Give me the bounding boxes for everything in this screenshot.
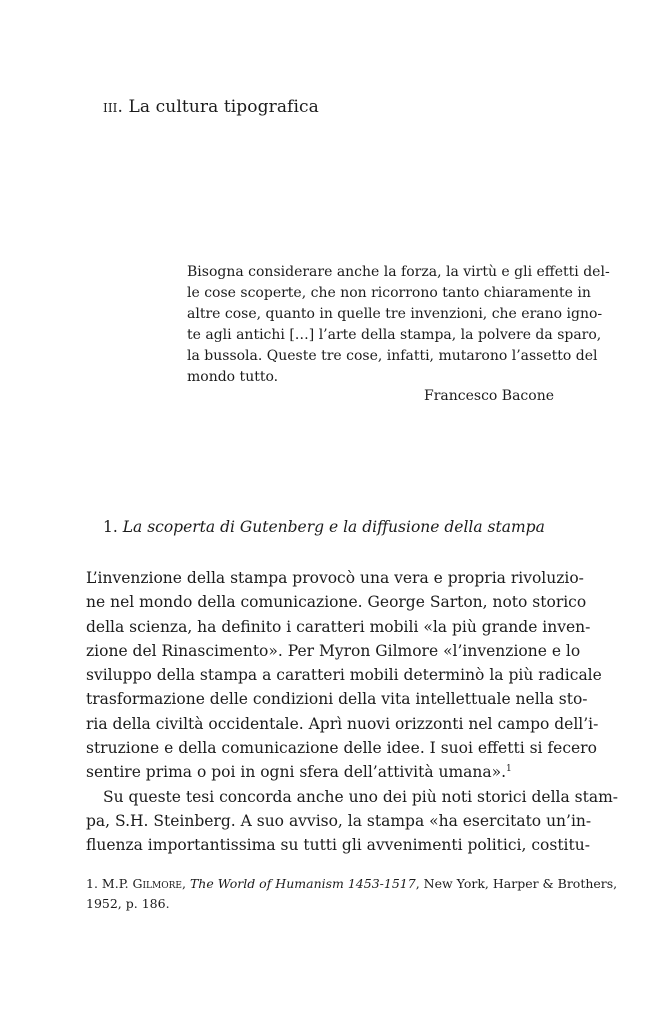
epigraph-line: le cose scoperte, che non ricorrono tanto chiaramente in xyxy=(187,285,591,301)
footnote-author: M.P. Gilmore xyxy=(101,876,182,891)
footnote-separator: , xyxy=(181,876,186,891)
body-line: L’invenzione della stampa provocò una vera e propria rivoluzio- xyxy=(86,569,584,587)
body-line: trasformazione delle condizioni della vita intellettuale nella sto- xyxy=(86,690,588,709)
body-line: fluenza importantissima su tutti gli avvenimenti politici, costitu- xyxy=(86,836,590,855)
footnote xyxy=(86,874,618,914)
body-line: ria della civiltà occidentale. Aprì nuovi orizzonti nel campo dell’i- xyxy=(86,714,599,733)
epigraph-line: te agli antichi […] l’arte della stampa, la polvere da sparo, xyxy=(187,327,602,343)
body-text xyxy=(86,566,619,858)
footnote-line: 1952, p. 186. xyxy=(86,896,170,911)
chapter-numeral: iii. xyxy=(103,97,124,117)
footnote-line xyxy=(86,874,618,894)
body-line: zione del Rinascimento». Per Myron Gilmore «l’invenzione e lo xyxy=(86,641,581,660)
body-line: pa, S.H. Steinberg. A suo avviso, la stampa «ha esercitato un’in- xyxy=(86,811,592,830)
epigraph-line: Bisogna considerare anche la forza, la virtù e gli effetti del- xyxy=(187,264,610,280)
body-line: della scienza, ha definito i caratteri mobili «la più grande inven- xyxy=(86,617,591,636)
section-number: 1. xyxy=(103,518,118,536)
body-line: sviluppo della stampa a caratteri mobili determinò la più radicale xyxy=(86,666,602,685)
epigraph-line: altre cose, quanto in quelle tre invenzioni, che erano igno- xyxy=(187,306,603,322)
footnote-number: 1. xyxy=(86,876,98,891)
chapter-heading xyxy=(103,97,319,117)
epigraph-author: Francesco Bacone xyxy=(424,388,555,404)
epigraph-line: la bussola. Queste tre cose, infatti, mutarono l’assetto del xyxy=(187,348,598,364)
footnote-work-title: The World of Humanism 1453-1517 xyxy=(189,876,416,891)
body-line-with-footnote xyxy=(86,760,562,784)
body-line: Su queste tesi concorda anche uno dei più noti storici della stam- xyxy=(103,787,619,806)
body-line: ne nel mondo della comunicazione. George Sarton, noto storico xyxy=(86,593,587,612)
section-title: La scoperta di Gutenberg e la diffusione della stampa xyxy=(122,518,545,536)
body-line: sentire prima o poi in ogni sfera dell’attività umana». xyxy=(86,763,507,782)
body-line: struzione e della comunicazione delle idee. I suoi effetti si fecero xyxy=(86,739,597,758)
chapter-title: La cultura tipografica xyxy=(128,97,319,117)
footnote-reference: 1 xyxy=(506,764,512,775)
section-heading xyxy=(103,518,545,536)
epigraph-quote xyxy=(187,262,610,388)
epigraph-line: mondo tutto. xyxy=(187,369,279,385)
footnote-publication: , New York, Harper & Brothers, xyxy=(415,876,618,891)
